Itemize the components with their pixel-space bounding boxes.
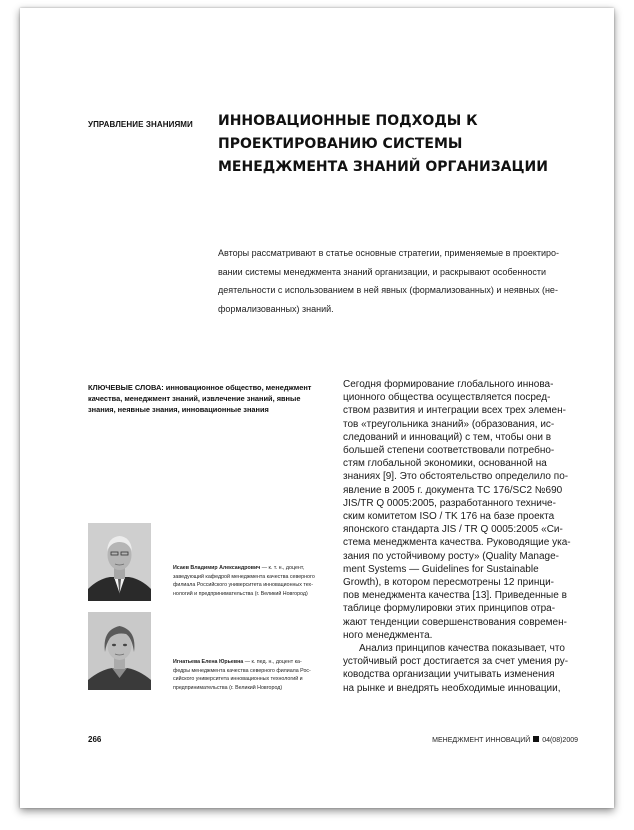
abstract-line: Авторы рассматривают в статье основные стратегии, применяемые в проектиро- <box>218 248 560 258</box>
author-credentials: — к. пед. н., доцент ка- <box>243 659 302 665</box>
body-line: стема менеджмента качества. Руководящие ука- <box>343 537 571 549</box>
title-line: ПРОЕКТИРОВАНИЮ СИСТЕМЫ <box>218 136 463 152</box>
body-line: ководства организации учитывать изменения <box>343 669 555 681</box>
keywords-line: качества, менеджмент знаний, извлечение знаний, явные <box>88 394 301 403</box>
square-separator-icon <box>533 736 539 742</box>
body-line: пов менеджмента качества [13]. Приведенные в <box>343 590 567 602</box>
author-info-isaev <box>173 564 343 598</box>
author-credentials: — к. т. н., доцент, <box>260 565 305 571</box>
author-line: заведующий кафедрой менеджмента качества северного <box>173 573 315 580</box>
keywords-block <box>88 382 338 415</box>
journal-issue: 04(08)2009 <box>542 737 578 744</box>
body-line: ским комитетом ISO / TK 176 на базе проекта <box>343 511 555 523</box>
keywords-line: КЛЮЧЕВЫЕ СЛОВА: инновационное общество, менеджмент <box>88 383 312 392</box>
abstract-line: вании системы менеджмента знаний организации, и раскрывают особенности <box>218 266 546 277</box>
body-line: явление в 2005 г. документа TC 176/SC2 №690 <box>343 484 563 496</box>
author-photo-ignatieva <box>88 612 151 690</box>
page-number: 266 <box>88 735 102 744</box>
body-line: японского стандарта JIS / TR Q 0005:2005 «Си- <box>343 524 563 536</box>
journal-name: МЕНЕДЖМЕНТ ИННОВАЦИЙ <box>432 737 531 744</box>
body-line: зания по устойчивому росту» (Quality Manage- <box>343 550 559 562</box>
author-line <box>173 658 343 667</box>
article-title <box>218 110 578 179</box>
author-name: Игнатьева Елена Юрьевна <box>173 659 244 665</box>
body-line: знаниях [9]. Это обстоятельство определило по- <box>343 471 569 483</box>
author-line: филиала Российского университета инновационных тех- <box>173 582 313 589</box>
article-body <box>343 378 593 695</box>
section-label: УПРАВЛЕНИЕ ЗНАНИЯМИ <box>88 120 193 129</box>
author-info-ignatieva <box>173 658 343 692</box>
body-line: стям глобальной экономики, основанной на <box>343 458 547 470</box>
body-line: JIS/TR Q 0005:2005, разработанного техниче- <box>343 497 556 509</box>
author-name: Исаев Владимир Александрович <box>173 565 261 571</box>
body-line: Growth), в котором пересмотрены 12 принци- <box>343 577 554 589</box>
abstract-line: формализованных) знаний. <box>218 303 334 314</box>
body-line: следований и инноваций) с тем, чтобы они в <box>343 431 552 443</box>
article-abstract <box>218 244 578 318</box>
title-line: ИННОВАЦИОННЫЕ ПОДХОДЫ К <box>218 113 478 129</box>
body-line: большей степени соответствовали потребно- <box>343 445 555 457</box>
body-line: устойчивый рост достигается за счет умения ру- <box>343 656 569 668</box>
body-line: Анализ принципов качества показывает, что <box>359 643 565 655</box>
author-line: нологий и предпринимательства (г. Великий Новгород) <box>173 590 308 597</box>
author-line: федры менеджмента качества северного филиала Рос- <box>173 667 311 674</box>
journal-page <box>20 8 614 808</box>
body-line: ment Systems — Guidelines for Sustainable <box>343 563 539 575</box>
journal-footer <box>432 736 578 744</box>
body-line: ционного общества осуществляется посред- <box>343 392 551 404</box>
body-line: Сегодня формирование глобального иннова- <box>343 379 554 390</box>
title-line: МЕНЕДЖМЕНТА ЗНАНИЙ ОРГАНИЗАЦИИ <box>218 159 548 175</box>
keywords-line: знания, неявные знания, инновационные знания <box>88 405 269 414</box>
author-photo-isaev <box>88 523 151 601</box>
body-line: ством развития и интеграции всех трех элемен- <box>343 405 566 417</box>
body-line: таблице формулировки этих принципов отра- <box>343 603 556 615</box>
body-line: жают тенденции совершенствования современ- <box>343 616 567 628</box>
body-line: ного менеджмента. <box>343 629 433 641</box>
body-line: тов «треугольника знаний» (образования, ис- <box>343 418 555 430</box>
author-line <box>173 564 343 573</box>
abstract-line: деятельности с использованием в ней явных (формализованных) и неявных (не- <box>218 285 558 295</box>
author-line: предпринимательства (г. Великий Новгород) <box>173 684 283 691</box>
author-line: сийского университета инновационных технологий и <box>173 676 303 683</box>
body-line: на рынке и внедрять необходимые инновации, <box>343 682 561 694</box>
